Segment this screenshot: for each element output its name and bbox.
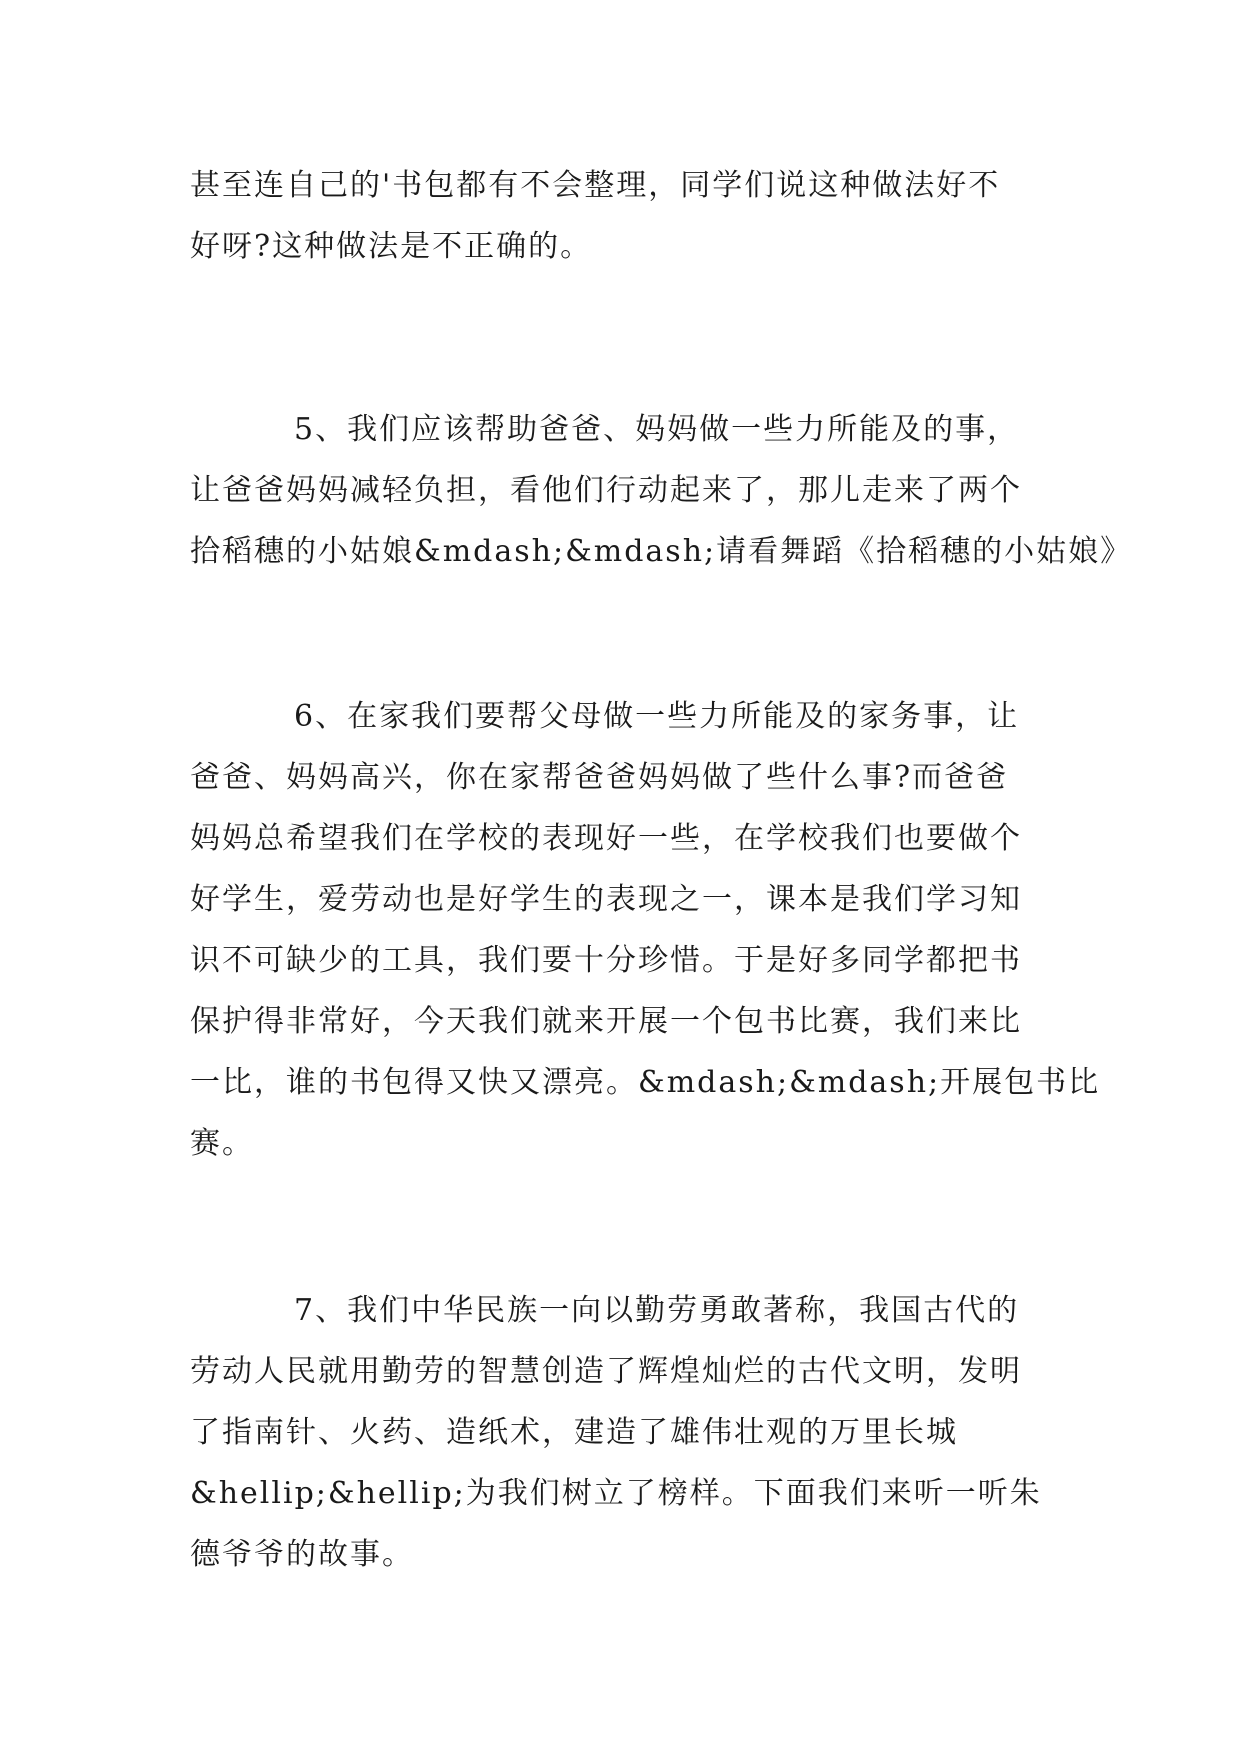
text-line: 保护得非常好，今天我们就来开展一个包书比赛，我们来比 (190, 1004, 1022, 1039)
text-line: 德爷爷的故事。 (190, 1537, 414, 1572)
text-line: 一比，谁的书包得又快又漂亮。&mdash;&mdash;开展包书比 (190, 1065, 1101, 1100)
text-line: 识不可缺少的工具，我们要十分珍惜。于是好多同学都把书 (190, 943, 1022, 978)
text-line: 劳动人民就用勤劳的智慧创造了辉煌灿烂的古代文明，发明 (190, 1354, 1022, 1389)
paragraph-item-5 (190, 399, 1133, 582)
text-line: 7、我们中华民族一向以勤劳勇敢著称，我国古代的 (294, 1293, 1020, 1328)
text-line: 好学生，爱劳动也是好学生的表现之一，课本是我们学习知 (190, 882, 1022, 917)
text-line: 好呀?这种做法是不正确的。 (190, 229, 593, 264)
text-line: 了指南针、火药、造纸术，建造了雄伟壮观的万里长城 (190, 1415, 958, 1450)
text-line: 甚至连自己的'书包都有不会整理，同学们说这种做法好不 (190, 168, 1001, 203)
paragraph-continuation (190, 155, 1060, 277)
text-line: &hellip;&hellip;为我们树立了榜样。下面我们来听一听朱 (190, 1476, 1042, 1511)
text-line: 妈妈总希望我们在学校的表现好一些，在学校我们也要做个 (190, 821, 1022, 856)
paragraph-item-7 (190, 1280, 1060, 1585)
text-line: 爸爸、妈妈高兴，你在家帮爸爸妈妈做了些什么事?而爸爸 (190, 760, 1009, 795)
text-line: 赛。 (190, 1126, 254, 1161)
text-line: 拾稻穗的小姑娘&mdash;&mdash;请看舞蹈《拾稻穗的小姑娘》 (190, 534, 1133, 569)
text-line: 让爸爸妈妈减轻负担，看他们行动起来了，那儿走来了两个 (190, 473, 1022, 508)
text-line: 5、我们应该帮助爸爸、妈妈做一些力所能及的事， (294, 412, 1020, 447)
text-line: 6、在家我们要帮父母做一些力所能及的家务事，让 (294, 699, 1020, 734)
paragraph-item-6 (190, 686, 1101, 1174)
